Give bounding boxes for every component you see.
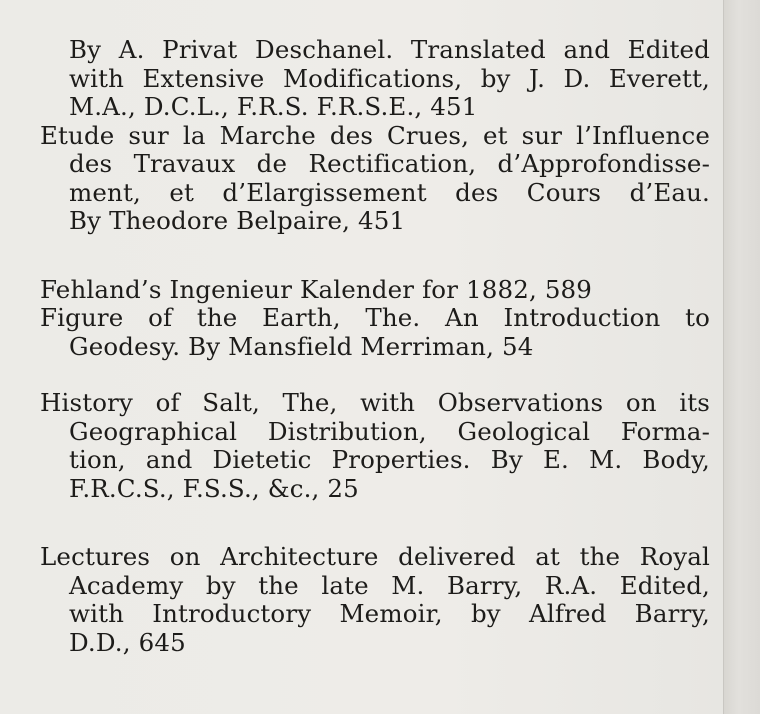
section-gap: [40, 503, 710, 543]
index-line: ment, et d’Elargissement des Cours d’Eau.: [69, 177, 710, 207]
index-line: Geodesy. By Mansfield Merriman, 54: [69, 331, 534, 361]
index-line: M.A., D.C.L., F.R.S. F.R.S.E., 451: [69, 92, 478, 121]
section-gap: [40, 361, 710, 389]
index-line: D.D., 645: [69, 627, 186, 657]
index-entry-etude: [40, 122, 710, 236]
index-entry-lectures: [40, 543, 710, 657]
index-line: By A. Privat Deschanel. Translated and Edited: [69, 35, 710, 64]
index-line: F.R.C.S., F.S.S., &c., 25: [69, 473, 359, 503]
index-line: tion, and Dietetic Properties. By E. M. Body,: [69, 445, 710, 474]
index-entry-history-salt: [40, 389, 710, 503]
index-entry-fehland: [40, 276, 710, 305]
index-line: Geographical Distribution, Geological Forma-: [69, 416, 710, 446]
index-line: Lectures on Architecture delivered at the Royal: [40, 542, 710, 571]
index-line: Etude sur la Marche des Crues, et sur l’Influence: [40, 120, 710, 150]
index-text-block: [40, 36, 710, 657]
index-entry-figure-earth: [40, 304, 710, 361]
index-line: with Introductory Memoir, by Alfred Barry,: [69, 599, 710, 628]
index-line: des Travaux de Rectification, d’Approfondisse-: [69, 149, 710, 178]
index-line: By Theodore Belpaire, 451: [69, 206, 406, 235]
index-line: Figure of the Earth, The. An Introduction to: [40, 303, 710, 332]
index-line: with Extensive Modifications, by J. D. Everett,: [69, 63, 710, 93]
index-entry-deschanel: [40, 36, 710, 122]
index-line: Academy by the late M. Barry, R.A. Edited,: [69, 570, 710, 600]
section-gap: [40, 236, 710, 276]
page-margin: [724, 0, 760, 714]
index-line: History of Salt, The, with Observations on its: [40, 388, 710, 417]
index-line: Fehland’s Ingenieur Kalender for 1882, 589: [40, 274, 593, 304]
